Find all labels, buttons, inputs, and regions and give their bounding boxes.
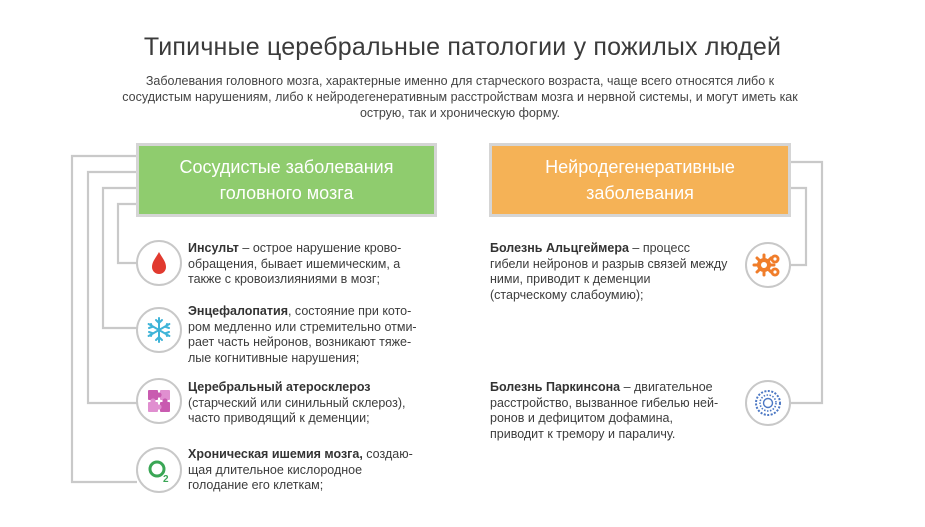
disease-name: Церебральный атеросклероз [188,380,371,394]
list-item [188,304,423,366]
svg-text:2: 2 [163,474,169,485]
list-item [188,447,423,494]
disease-description: – процесс гибели нейронов и разрыв связей между ними, приводит к деменции (старческому слабоумию); [490,241,728,302]
vascular-header-line2: головного мозга [219,183,354,203]
list-item [490,241,730,303]
disease-description: – острое нарушение крово-обращения, бывает ишемическим, а также с кровоизлияниями в мозг; [188,241,402,286]
neuro-header-line1: Нейродегенеративные [545,157,735,177]
list-item [188,380,423,427]
snowflake-icon [136,307,182,353]
neuro-header-line2: заболевания [586,183,694,203]
disease-name: Болезнь Паркинсона [490,380,621,394]
disease-description: – двигательное расстройство, вызванное гибелью ней-ронов и дефицитом дофамина, приводит к тремору и параличу. [490,380,719,441]
vascular-header-line1: Сосудистые заболевания [179,157,394,177]
disease-name: Болезнь Альцгеймера [490,241,629,255]
disease-description: (старческий или синильный склероз), часто приводящий к деменции; [188,395,406,425]
vascular-diseases-header [136,143,437,217]
disease-name: Инсульт [188,241,239,255]
neuron-ring-icon [745,380,791,426]
page-title: Типичные церебральные патологии у пожилых людей [143,33,782,61]
disease-description: создаю-щая длительное кислородное голодание его клеткам; [188,447,413,492]
disease-name: Хроническая ишемия мозга, [188,447,363,461]
intro-text: Заболевания головного мозга, характерные именно для старческого возраста, чаще всего относятся либо к сосудистым нарушениям, либо к нейродегенеративным расстройствам мозга и нервной системы, и могут иметь как острую, так и хроническую форму. [122,74,798,120]
list-item [188,241,423,288]
oxygen-icon [136,447,182,493]
disease-description: , состояние при кото-ром медленно или стремительно отми-рает часть нейронов, возникают тяже-лые когнитивные нарушения; [188,304,417,365]
list-item [490,380,730,442]
gears-icon [745,242,791,288]
puzzle-icon [136,378,182,424]
blood-drop-icon [136,240,182,286]
disease-name: Энцефалопатия [188,304,288,318]
neurodegenerative-diseases-header [489,143,791,217]
